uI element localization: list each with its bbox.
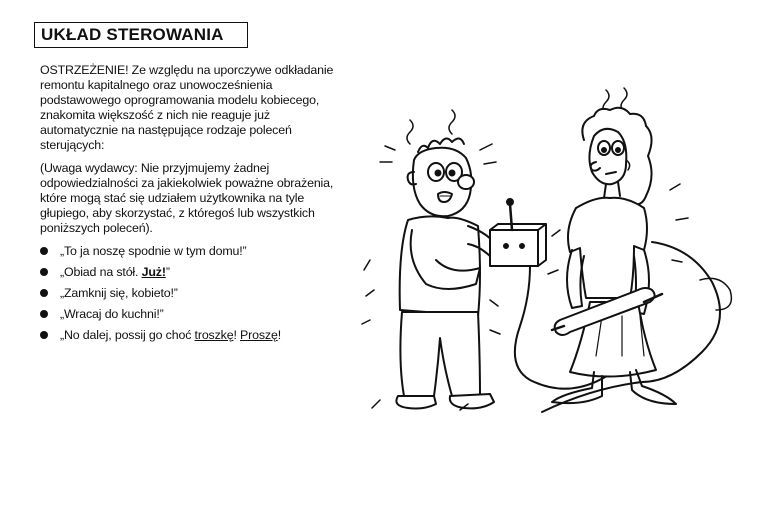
cartoon-illustration [340, 80, 750, 425]
page-title: UKŁAD STEROWANIA [34, 22, 248, 48]
command-text-start: „Obiad na stół. [60, 265, 142, 279]
bullet-icon [40, 310, 48, 318]
disclaimer-paragraph: (Uwaga wydawcy: Nie przyjmujemy żadnej odpowiedzialności za jakiekolwiek poważne obrażenia, które mogą stać się udziałem użytkownika na tyle głupiego, aby skorzystać, z któregoś lub wszystkich poniższych poleceń). [40, 161, 334, 235]
bullet-icon [40, 289, 48, 297]
command-underlined-word: Proszę [240, 328, 278, 342]
command-underlined-word: troszkę [194, 328, 234, 342]
command-text-start: „No dalej, possij go choć [60, 328, 195, 342]
command-text: „Zamknij się, kobieto!” [60, 286, 178, 300]
warning-paragraph [40, 63, 340, 153]
command-text-mid: ! [233, 328, 241, 342]
bullet-icon [40, 331, 48, 339]
text-column [40, 63, 340, 349]
bullet-icon [40, 247, 48, 255]
list-item [40, 328, 340, 349]
list-item [40, 307, 340, 328]
command-text-end: ! [277, 328, 281, 342]
command-text: „To ja noszę spodnie w tym domu!” [60, 244, 247, 258]
bullet-icon [40, 268, 48, 276]
command-emphasis: Już! [141, 265, 166, 279]
command-text-end: ” [165, 265, 170, 279]
man-figure [380, 110, 498, 409]
list-item [40, 244, 340, 265]
command-list [40, 244, 340, 349]
woman-figure [542, 88, 731, 412]
list-item [40, 286, 340, 307]
warning-text: Ze względu na uporczywe odkładanie remontu kapitalnego oraz unowocześnienia podstawowego oprogramowania modelu kobiecego, znakomita większość z nich nie reaguje już automatycznie na następujące rodzaje poleceń sterujących: [40, 63, 334, 152]
warning-lead: OSTRZEŻENIE! [40, 63, 129, 77]
command-text: „Wracaj do kuchni!” [60, 307, 164, 321]
list-item [40, 265, 340, 286]
